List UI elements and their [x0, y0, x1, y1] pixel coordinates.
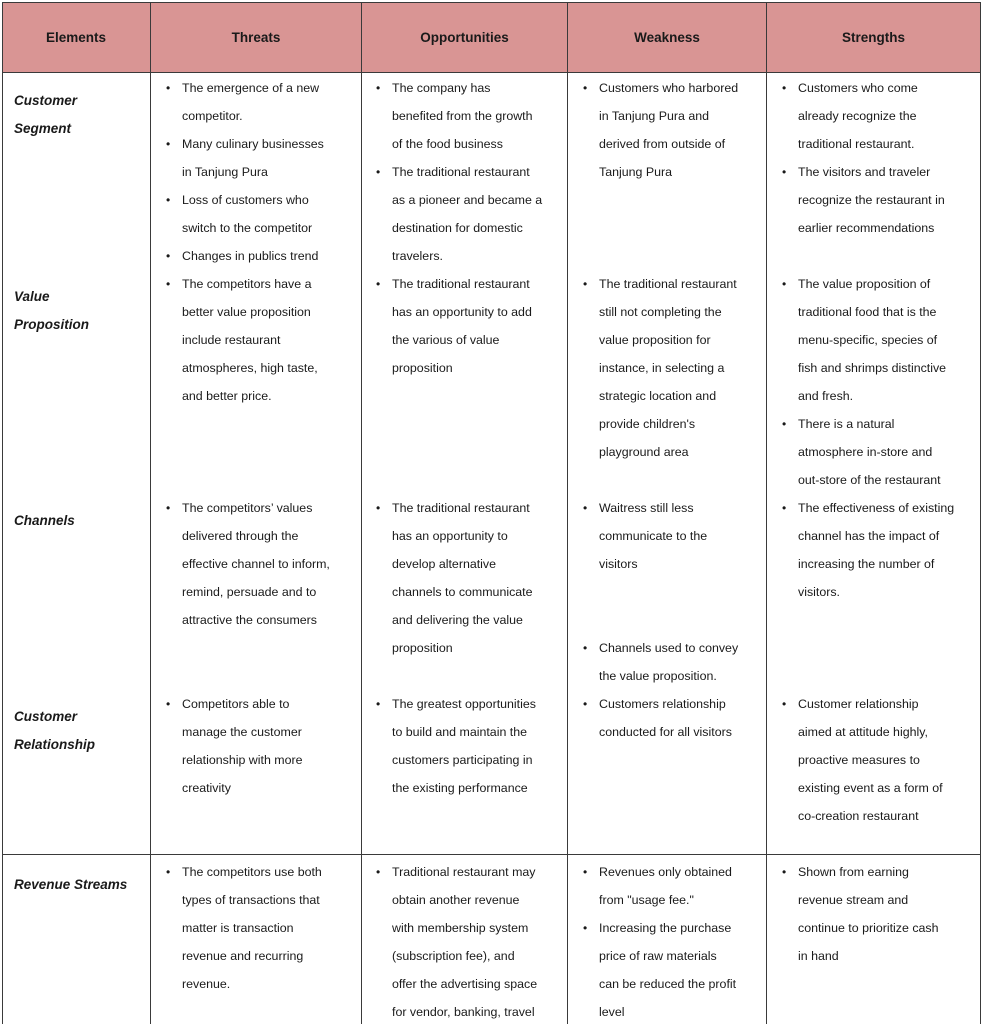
bullet-line: • Customers who harbored [599, 81, 739, 95]
bullet-line: of the food business [392, 137, 503, 151]
bullet-item [376, 158, 566, 270]
bullet-line: manage the customer [182, 725, 302, 739]
border-col-4 [766, 2, 767, 1024]
bullet-line: increasing the number of [798, 557, 935, 571]
bullet-line: include restaurant [182, 333, 281, 347]
bullet-line: with membership system [392, 921, 529, 935]
cell-strengths [782, 494, 977, 606]
bullet-line: switch to the competitor [182, 221, 313, 235]
bullet-item [583, 270, 763, 466]
border-col-2 [361, 2, 362, 1024]
bullet-line: (subscription fee), and [392, 949, 515, 963]
bullet-line: • The company has [392, 81, 491, 95]
bullet-item [166, 858, 358, 998]
bullet-line: in hand [798, 949, 839, 963]
bullet-item [583, 634, 763, 690]
cell-weakness [583, 858, 763, 1026]
bullet-line: provide children's [599, 417, 696, 431]
bullet-item [166, 242, 358, 270]
bullet-line: • Channels used to convey [599, 641, 739, 655]
bullet-line: playground area [599, 445, 689, 459]
bullet-item [166, 690, 358, 802]
bullet-line: the various of value [392, 333, 500, 347]
bullet-item [376, 494, 566, 662]
cell-strengths [782, 690, 977, 830]
bullet-line: visitors. [798, 585, 840, 599]
bullet-item [782, 270, 977, 410]
bullet-line: travelers. [392, 249, 443, 263]
bullet-line: proactive measures to [798, 753, 920, 767]
bullet-line: traditional restaurant. [798, 137, 915, 151]
bullet-item [376, 690, 566, 802]
bullet-line: benefited from the growth [392, 109, 533, 123]
bullet-line: relationship with more [182, 753, 303, 767]
bullet-line: out-store of the restaurant [798, 473, 941, 487]
bullet-line: communicate to the [599, 529, 708, 543]
bullet-line: can be reduced the profit [599, 977, 737, 991]
row-element-label [14, 703, 95, 759]
cell-threats [166, 270, 358, 410]
bullet-line: remind, persuade and to [182, 585, 317, 599]
bullet-line: as a pioneer and became a [392, 193, 543, 207]
bullet-line: Tanjung Pura [599, 165, 673, 179]
cell-threats [166, 74, 358, 270]
bullet-line: • The effectiveness of existing [798, 501, 955, 515]
element-label-line: Proposition [14, 317, 89, 332]
bullet-line: in Tanjung Pura [182, 165, 268, 179]
bullet-line: • Many culinary businesses [182, 137, 324, 151]
bullet-line: revenue. [182, 977, 231, 991]
cell-weakness [583, 494, 763, 690]
cell-opportunities [376, 74, 566, 270]
bullet-line: creativity [182, 781, 231, 795]
bullet-line: atmosphere in-store and [798, 445, 933, 459]
bullet-item [583, 74, 763, 186]
bullet-line: customers participating in [392, 753, 533, 767]
bullet-line: value proposition for [599, 333, 711, 347]
bullet-line: earlier recommendations [798, 221, 935, 235]
bullet-line: channels to communicate [392, 585, 533, 599]
cell-weakness [583, 690, 763, 746]
bullet-line: and better price. [182, 389, 272, 403]
row-element-label [14, 871, 127, 899]
border-col-3 [567, 2, 568, 1024]
row-element-label [14, 283, 89, 339]
bullet-line: co-creation restaurant [798, 809, 919, 823]
bullet-line: • Customer relationship [798, 697, 919, 711]
bullet-line: • Loss of customers who [182, 193, 309, 207]
bullet-line: atmospheres, high taste, [182, 361, 318, 375]
border-top [2, 2, 980, 3]
bullet-line: the value proposition. [599, 669, 717, 683]
bullet-line: • Customers relationship [599, 697, 726, 711]
cell-strengths [782, 270, 977, 494]
cell-opportunities [376, 270, 566, 382]
bullet-line: • Revenues only obtained [599, 865, 732, 879]
bullet-item [583, 914, 763, 1026]
bullet-line: proposition [392, 641, 453, 655]
bullet-line: attractive the consumers [182, 613, 317, 627]
bullet-line: • Traditional restaurant may [392, 865, 536, 879]
bullet-item [782, 158, 977, 242]
bullet-line: • Changes in publics trend [182, 249, 319, 263]
bullet-line: • The greatest opportunities [392, 697, 536, 711]
header-opportunities: Opportunities [420, 29, 509, 45]
bullet-line: matter is transaction [182, 921, 294, 935]
bullet-item [376, 74, 566, 158]
bullet-line: obtain another revenue [392, 893, 520, 907]
bullet-line: menu-specific, species of [798, 333, 938, 347]
bullet-line: derived from outside of [599, 137, 726, 151]
bullet-line: • The competitors use both [182, 865, 322, 879]
cell-strengths [782, 858, 977, 970]
element-label-line: Customer [14, 93, 78, 108]
bullet-line: channel has the impact of [798, 529, 940, 543]
bullet-line: • Waitress still less [599, 501, 694, 515]
header-weakness: Weakness [634, 29, 700, 45]
bullet-line: • Increasing the purchase [599, 921, 732, 935]
header-elements: Elements [45, 29, 107, 45]
bullet-item [782, 494, 977, 606]
bullet-item [376, 858, 566, 1026]
border-col-1 [150, 2, 151, 1024]
bullet-line: • Customers who come [798, 81, 918, 95]
bullet-line: and fresh. [798, 389, 854, 403]
bullet-line: instance, in selecting a [599, 361, 725, 375]
bullet-line: • The traditional restaurant [392, 501, 530, 515]
bullet-item [166, 130, 358, 186]
bullet-line: strategic location and [599, 389, 717, 403]
bullet-line: for vendor, banking, travel [392, 1005, 535, 1019]
bullet-line: has an opportunity to [392, 529, 508, 543]
bullet-line: • Shown from earning [798, 865, 909, 879]
cell-threats [166, 858, 358, 998]
bullet-line: effective channel to inform, [182, 557, 330, 571]
element-label-line: Revenue Streams [14, 877, 128, 892]
row-element-label [14, 507, 75, 535]
element-label-line: Value [14, 289, 50, 304]
bullet-line: • The competitors’ values [182, 501, 313, 515]
bullet-line: better value proposition [182, 305, 311, 319]
element-label-line: Segment [14, 121, 72, 136]
bullet-line: • The emergence of a new [182, 81, 320, 95]
bullet-line: revenue and recurring [182, 949, 304, 963]
bullet-line: traditional food that is the [798, 305, 937, 319]
bullet-line: develop alternative [392, 557, 497, 571]
header-threats: Threats [231, 29, 281, 45]
bullet-item [782, 410, 977, 494]
bullet-item [166, 74, 358, 130]
bullet-line: • The traditional restaurant [392, 277, 530, 291]
bullet-line: from "usage fee." [599, 893, 694, 907]
bullet-item [782, 858, 977, 970]
bullet-line: visitors [599, 557, 638, 571]
bullet-line: price of raw materials [599, 949, 717, 963]
border-header-bottom [2, 72, 980, 73]
bullet-line: types of transactions that [182, 893, 320, 907]
bullet-item [583, 494, 763, 578]
bullet-line: • The traditional restaurant [599, 277, 737, 291]
row-element-label [14, 87, 77, 143]
bullet-item [166, 494, 358, 634]
bullet-item [376, 270, 566, 382]
cell-weakness [583, 270, 763, 466]
bullet-line: the existing performance [392, 781, 528, 795]
bullet-line: fish and shrimps distinctive [798, 361, 947, 375]
bullet-line: proposition [392, 361, 453, 375]
border-row-divider [2, 854, 980, 855]
bullet-line: continue to prioritize cash [798, 921, 939, 935]
bullet-item [583, 858, 763, 914]
bullet-line: already recognize the [798, 109, 917, 123]
cell-opportunities [376, 858, 566, 1026]
cell-strengths [782, 74, 977, 242]
bullet-line: level [599, 1005, 625, 1019]
bullet-item [782, 74, 977, 158]
bullet-line: conducted for all visitors [599, 725, 732, 739]
bullet-line: • The competitors have a [182, 277, 312, 291]
bullet-line: • There is a natural [798, 417, 895, 431]
element-label-line: Customer [14, 709, 78, 724]
bullet-line: • The traditional restaurant [392, 165, 530, 179]
cell-opportunities [376, 690, 566, 802]
cell-opportunities [376, 494, 566, 662]
bullet-item [782, 690, 977, 830]
bullet-line: existing event as a form of [798, 781, 943, 795]
bullet-line: has an opportunity to add [392, 305, 532, 319]
cell-weakness [583, 74, 763, 186]
bullet-line: delivered through the [182, 529, 299, 543]
element-label-line: Relationship [14, 737, 96, 752]
bullet-line: still not completing the [599, 305, 722, 319]
bullet-line: destination for domestic [392, 221, 523, 235]
border-left [2, 2, 3, 1024]
bullet-item [166, 270, 358, 410]
bullet-line: • Competitors able to [182, 697, 290, 711]
bullet-line: and delivering the value [392, 613, 523, 627]
cell-threats [166, 690, 358, 802]
bullet-line: to build and maintain the [392, 725, 528, 739]
bullet-line: revenue stream and [798, 893, 909, 907]
bullet-item [583, 690, 763, 746]
border-right [980, 2, 981, 1024]
cell-threats [166, 494, 358, 634]
element-label-line: Channels [14, 513, 75, 528]
bullet-line: in Tanjung Pura and [599, 109, 709, 123]
bullet-line: offer the advertising space [392, 977, 538, 991]
bullet-line: competitor. [182, 109, 243, 123]
bullet-line: aimed at attitude highly, [798, 725, 928, 739]
bullet-line: • The visitors and traveler [798, 165, 931, 179]
bullet-line: recognize the restaurant in [798, 193, 945, 207]
header-strengths: Strengths [841, 29, 905, 45]
bullet-line: • The value proposition of [798, 277, 931, 291]
bullet-item [166, 186, 358, 242]
